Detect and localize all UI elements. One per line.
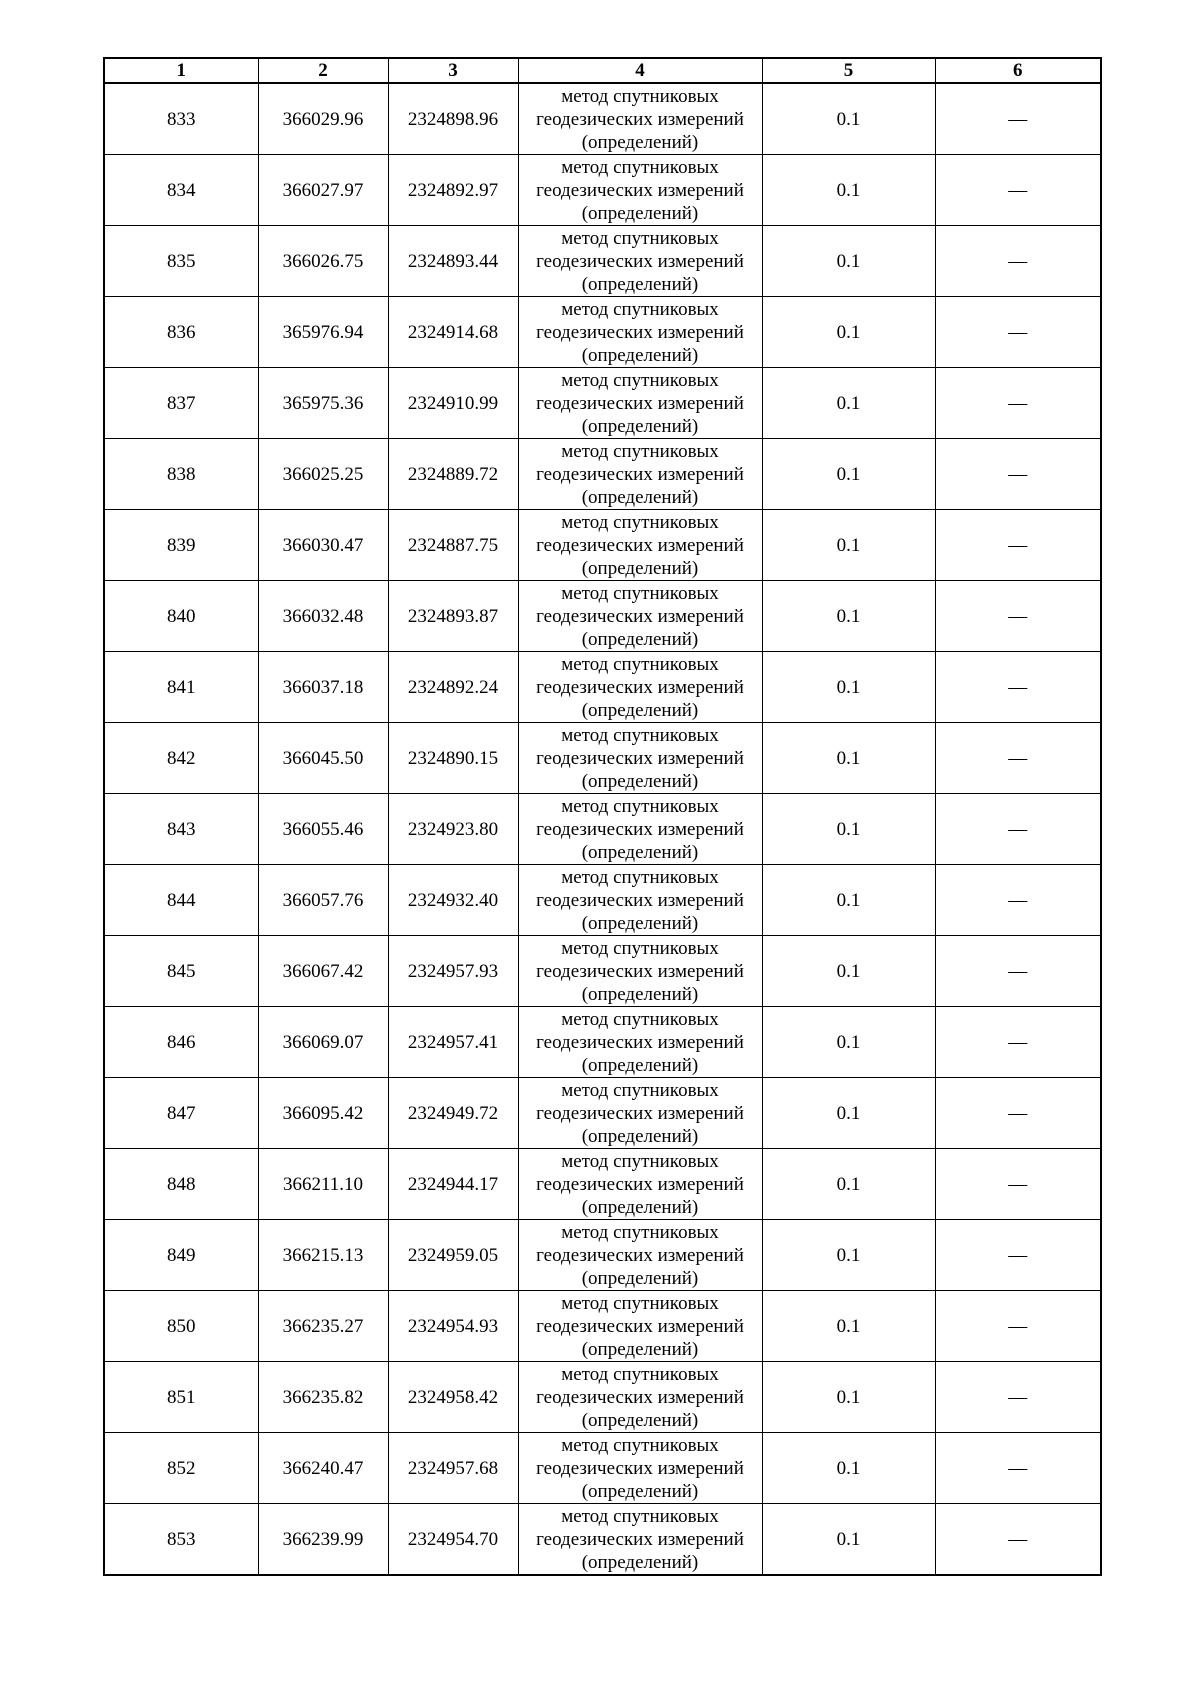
method-cell — [518, 1504, 762, 1576]
y-coordinate-cell: 2324949.72 — [388, 1078, 518, 1149]
method-cell — [518, 439, 762, 510]
method-line: (определений) — [581, 202, 699, 224]
method-line: (определений) — [581, 273, 699, 295]
accuracy-cell: 0.1 — [762, 1078, 935, 1149]
accuracy-cell: 0.1 — [762, 226, 935, 297]
method-line: геодезических измерений — [536, 1386, 744, 1408]
x-coordinate-cell: 366067.42 — [258, 936, 388, 1007]
x-coordinate-cell: 365976.94 — [258, 297, 388, 368]
method-line: (определений) — [581, 1196, 699, 1218]
header-col-3: 3 — [388, 58, 518, 83]
method-line: метод спутниковых — [561, 724, 719, 746]
note-cell: — — [935, 1149, 1101, 1220]
method-line: геодезических измерений — [536, 1528, 744, 1550]
method-cell — [518, 794, 762, 865]
table-row — [104, 1220, 1101, 1291]
method-line: метод спутниковых — [561, 227, 719, 249]
x-coordinate-cell: 366032.48 — [258, 581, 388, 652]
header-col-5: 5 — [762, 58, 935, 83]
note-cell: — — [935, 581, 1101, 652]
y-coordinate-cell: 2324914.68 — [388, 297, 518, 368]
table-row — [104, 510, 1101, 581]
method-line: метод спутниковых — [561, 1221, 719, 1243]
point-number-cell: 849 — [104, 1220, 258, 1291]
table-body — [104, 83, 1101, 1575]
method-line: геодезических измерений — [536, 1173, 744, 1195]
method-line: геодезических измерений — [536, 676, 744, 698]
note-cell: — — [935, 794, 1101, 865]
note-cell: — — [935, 368, 1101, 439]
point-number-cell: 839 — [104, 510, 258, 581]
point-number-cell: 850 — [104, 1291, 258, 1362]
x-coordinate-cell: 366069.07 — [258, 1007, 388, 1078]
accuracy-cell: 0.1 — [762, 652, 935, 723]
point-number-cell: 847 — [104, 1078, 258, 1149]
coordinates-table — [103, 57, 1102, 1576]
y-coordinate-cell: 2324892.97 — [388, 155, 518, 226]
note-cell: — — [935, 936, 1101, 1007]
method-cell — [518, 1007, 762, 1078]
method-line: геодезических измерений — [536, 889, 744, 911]
method-cell — [518, 368, 762, 439]
method-cell — [518, 865, 762, 936]
point-number-cell: 836 — [104, 297, 258, 368]
table-row — [104, 439, 1101, 510]
method-line: геодезических измерений — [536, 392, 744, 414]
accuracy-cell: 0.1 — [762, 1362, 935, 1433]
table-row — [104, 1362, 1101, 1433]
method-cell — [518, 1433, 762, 1504]
table-row — [104, 83, 1101, 155]
method-line: метод спутниковых — [561, 440, 719, 462]
method-cell — [518, 723, 762, 794]
method-line: метод спутниковых — [561, 85, 719, 107]
point-number-cell: 844 — [104, 865, 258, 936]
y-coordinate-cell: 2324954.93 — [388, 1291, 518, 1362]
accuracy-cell: 0.1 — [762, 439, 935, 510]
method-line: геодезических измерений — [536, 605, 744, 627]
table-row — [104, 1504, 1101, 1576]
table-row — [104, 1149, 1101, 1220]
table-row — [104, 155, 1101, 226]
x-coordinate-cell: 366095.42 — [258, 1078, 388, 1149]
accuracy-cell: 0.1 — [762, 1007, 935, 1078]
x-coordinate-cell: 366235.82 — [258, 1362, 388, 1433]
accuracy-cell: 0.1 — [762, 510, 935, 581]
method-line: метод спутниковых — [561, 1363, 719, 1385]
method-cell — [518, 1362, 762, 1433]
accuracy-cell: 0.1 — [762, 297, 935, 368]
accuracy-cell: 0.1 — [762, 1433, 935, 1504]
y-coordinate-cell: 2324893.44 — [388, 226, 518, 297]
method-line: геодезических измерений — [536, 534, 744, 556]
method-line: (определений) — [581, 912, 699, 934]
method-line: метод спутниковых — [561, 866, 719, 888]
accuracy-cell: 0.1 — [762, 1504, 935, 1576]
y-coordinate-cell: 2324923.80 — [388, 794, 518, 865]
header-col-2: 2 — [258, 58, 388, 83]
method-line: геодезических измерений — [536, 1315, 744, 1337]
x-coordinate-cell: 366027.97 — [258, 155, 388, 226]
y-coordinate-cell: 2324954.70 — [388, 1504, 518, 1576]
x-coordinate-cell: 366025.25 — [258, 439, 388, 510]
method-line: геодезических измерений — [536, 1244, 744, 1266]
point-number-cell: 846 — [104, 1007, 258, 1078]
point-number-cell: 852 — [104, 1433, 258, 1504]
x-coordinate-cell: 366239.99 — [258, 1504, 388, 1576]
point-number-cell: 833 — [104, 83, 258, 155]
note-cell: — — [935, 1362, 1101, 1433]
table-row — [104, 1078, 1101, 1149]
method-cell — [518, 1078, 762, 1149]
accuracy-cell: 0.1 — [762, 794, 935, 865]
method-cell — [518, 83, 762, 155]
method-line: (определений) — [581, 415, 699, 437]
table-row — [104, 1291, 1101, 1362]
y-coordinate-cell: 2324959.05 — [388, 1220, 518, 1291]
x-coordinate-cell: 366211.10 — [258, 1149, 388, 1220]
method-line: геодезических измерений — [536, 1102, 744, 1124]
method-line: метод спутниковых — [561, 511, 719, 533]
table-row — [104, 297, 1101, 368]
accuracy-cell: 0.1 — [762, 368, 935, 439]
method-cell — [518, 1149, 762, 1220]
table-row — [104, 1433, 1101, 1504]
point-number-cell: 845 — [104, 936, 258, 1007]
note-cell: — — [935, 510, 1101, 581]
point-number-cell: 853 — [104, 1504, 258, 1576]
method-line: геодезических измерений — [536, 747, 744, 769]
note-cell: — — [935, 723, 1101, 794]
method-cell — [518, 155, 762, 226]
accuracy-cell: 0.1 — [762, 723, 935, 794]
method-line: метод спутниковых — [561, 298, 719, 320]
y-coordinate-cell: 2324957.68 — [388, 1433, 518, 1504]
method-line: (определений) — [581, 344, 699, 366]
table-row — [104, 368, 1101, 439]
x-coordinate-cell: 366235.27 — [258, 1291, 388, 1362]
method-line: метод спутниковых — [561, 156, 719, 178]
accuracy-cell: 0.1 — [762, 1220, 935, 1291]
y-coordinate-cell: 2324932.40 — [388, 865, 518, 936]
y-coordinate-cell: 2324944.17 — [388, 1149, 518, 1220]
table-row — [104, 652, 1101, 723]
note-cell: — — [935, 865, 1101, 936]
x-coordinate-cell: 366029.96 — [258, 83, 388, 155]
method-line: геодезических измерений — [536, 108, 744, 130]
method-cell — [518, 652, 762, 723]
header-col-4: 4 — [518, 58, 762, 83]
method-cell — [518, 510, 762, 581]
header-col-1: 1 — [104, 58, 258, 83]
x-coordinate-cell: 366026.75 — [258, 226, 388, 297]
method-line: (определений) — [581, 699, 699, 721]
header-row — [104, 58, 1101, 83]
method-line: геодезических измерений — [536, 250, 744, 272]
y-coordinate-cell: 2324958.42 — [388, 1362, 518, 1433]
accuracy-cell: 0.1 — [762, 1149, 935, 1220]
method-line: (определений) — [581, 1409, 699, 1431]
y-coordinate-cell: 2324893.87 — [388, 581, 518, 652]
note-cell: — — [935, 83, 1101, 155]
method-line: метод спутниковых — [561, 369, 719, 391]
point-number-cell: 841 — [104, 652, 258, 723]
y-coordinate-cell: 2324957.41 — [388, 1007, 518, 1078]
note-cell: — — [935, 1504, 1101, 1576]
method-line: метод спутниковых — [561, 1008, 719, 1030]
accuracy-cell: 0.1 — [762, 581, 935, 652]
header-col-6: 6 — [935, 58, 1101, 83]
method-line: (определений) — [581, 1267, 699, 1289]
method-cell — [518, 1220, 762, 1291]
accuracy-cell: 0.1 — [762, 155, 935, 226]
method-line: геодезических измерений — [536, 1031, 744, 1053]
point-number-cell: 842 — [104, 723, 258, 794]
accuracy-cell: 0.1 — [762, 865, 935, 936]
note-cell: — — [935, 1433, 1101, 1504]
x-coordinate-cell: 365975.36 — [258, 368, 388, 439]
method-line: геодезических измерений — [536, 960, 744, 982]
method-line: метод спутниковых — [561, 582, 719, 604]
point-number-cell: 848 — [104, 1149, 258, 1220]
method-line: метод спутниковых — [561, 1505, 719, 1527]
accuracy-cell: 0.1 — [762, 1291, 935, 1362]
method-line: (определений) — [581, 557, 699, 579]
method-line: (определений) — [581, 1338, 699, 1360]
point-number-cell: 835 — [104, 226, 258, 297]
method-line: геодезических измерений — [536, 179, 744, 201]
point-number-cell: 840 — [104, 581, 258, 652]
point-number-cell: 838 — [104, 439, 258, 510]
method-cell — [518, 226, 762, 297]
method-line: метод спутниковых — [561, 653, 719, 675]
table-row — [104, 936, 1101, 1007]
table-header — [104, 58, 1101, 83]
method-line: геодезических измерений — [536, 321, 744, 343]
method-line: метод спутниковых — [561, 1079, 719, 1101]
method-line: (определений) — [581, 1125, 699, 1147]
note-cell: — — [935, 155, 1101, 226]
method-cell — [518, 297, 762, 368]
y-coordinate-cell: 2324892.24 — [388, 652, 518, 723]
table-row — [104, 1007, 1101, 1078]
method-line: (определений) — [581, 841, 699, 863]
x-coordinate-cell: 366037.18 — [258, 652, 388, 723]
x-coordinate-cell: 366240.47 — [258, 1433, 388, 1504]
method-line: геодезических измерений — [536, 818, 744, 840]
method-line: (определений) — [581, 1054, 699, 1076]
accuracy-cell: 0.1 — [762, 83, 935, 155]
accuracy-cell: 0.1 — [762, 936, 935, 1007]
x-coordinate-cell: 366057.76 — [258, 865, 388, 936]
table-row — [104, 723, 1101, 794]
table-row — [104, 865, 1101, 936]
method-line: метод спутниковых — [561, 1434, 719, 1456]
method-line: (определений) — [581, 983, 699, 1005]
method-line: метод спутниковых — [561, 795, 719, 817]
point-number-cell: 843 — [104, 794, 258, 865]
table-row — [104, 794, 1101, 865]
table-row — [104, 581, 1101, 652]
x-coordinate-cell: 366045.50 — [258, 723, 388, 794]
method-line: метод спутниковых — [561, 937, 719, 959]
y-coordinate-cell: 2324910.99 — [388, 368, 518, 439]
y-coordinate-cell: 2324890.15 — [388, 723, 518, 794]
method-cell — [518, 936, 762, 1007]
note-cell: — — [935, 1078, 1101, 1149]
method-line: метод спутниковых — [561, 1150, 719, 1172]
x-coordinate-cell: 366055.46 — [258, 794, 388, 865]
y-coordinate-cell: 2324889.72 — [388, 439, 518, 510]
method-cell — [518, 581, 762, 652]
point-number-cell: 834 — [104, 155, 258, 226]
note-cell: — — [935, 1291, 1101, 1362]
table-row — [104, 226, 1101, 297]
x-coordinate-cell: 366030.47 — [258, 510, 388, 581]
y-coordinate-cell: 2324957.93 — [388, 936, 518, 1007]
method-cell — [518, 1291, 762, 1362]
method-line: геодезических измерений — [536, 463, 744, 485]
note-cell: — — [935, 226, 1101, 297]
method-line: (определений) — [581, 1551, 699, 1573]
note-cell: — — [935, 439, 1101, 510]
method-line: (определений) — [581, 131, 699, 153]
point-number-cell: 837 — [104, 368, 258, 439]
method-line: (определений) — [581, 628, 699, 650]
y-coordinate-cell: 2324887.75 — [388, 510, 518, 581]
method-line: (определений) — [581, 486, 699, 508]
y-coordinate-cell: 2324898.96 — [388, 83, 518, 155]
method-line: геодезических измерений — [536, 1457, 744, 1479]
method-line: (определений) — [581, 770, 699, 792]
method-line: (определений) — [581, 1480, 699, 1502]
point-number-cell: 851 — [104, 1362, 258, 1433]
x-coordinate-cell: 366215.13 — [258, 1220, 388, 1291]
note-cell: — — [935, 652, 1101, 723]
note-cell: — — [935, 1220, 1101, 1291]
method-line: метод спутниковых — [561, 1292, 719, 1314]
note-cell: — — [935, 297, 1101, 368]
note-cell: — — [935, 1007, 1101, 1078]
